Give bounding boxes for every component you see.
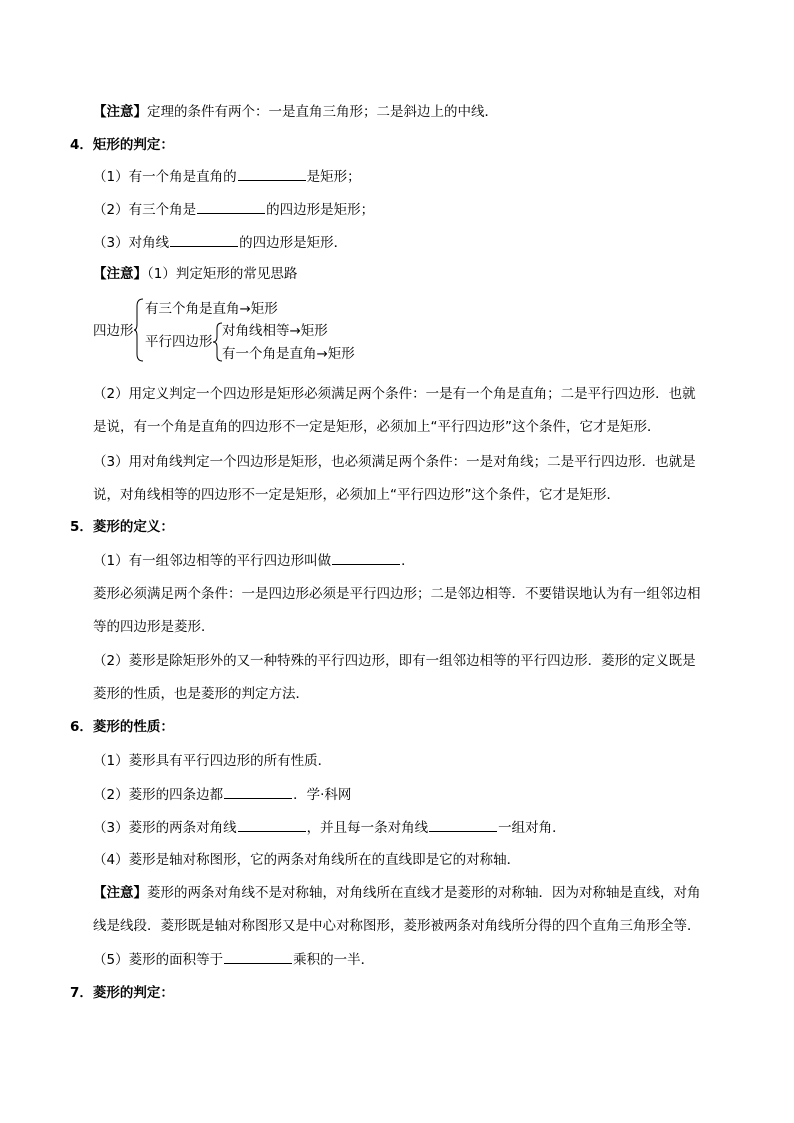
fill-blank[interactable] bbox=[197, 200, 265, 214]
s4-item-3-text-a: （3）对角线 bbox=[93, 235, 170, 251]
s6-item-3-text-b: ，并且每一条对角线 bbox=[306, 820, 429, 836]
intro-note bbox=[93, 103, 498, 121]
s4-para-2-line-1: （2）用定义判定一个四边形是矩形必须满足两个条件：一是有一个角是直角；二是平行四边形．也就 bbox=[93, 386, 696, 402]
section-5-heading: 5．菱形的定义： bbox=[70, 519, 174, 535]
note-text: 菱形的两条对角线不是对称轴，对角线所在直线才是菱形的对称轴．因为对称轴是直线，对角 bbox=[147, 885, 701, 901]
section-7-heading: 7．菱形的判定： bbox=[70, 985, 174, 1001]
s6-item-2-text-a: （2）菱形的四条边都 bbox=[93, 787, 224, 803]
diagram-root: 四边形 bbox=[93, 323, 134, 339]
s6-item-2-text-b: ．学·科网 bbox=[293, 787, 352, 803]
s4-item-1-text-a: （1）有一个角是直角的 bbox=[93, 169, 237, 185]
fill-blank[interactable] bbox=[429, 818, 497, 832]
s6-item-3-text-a: （3）菱形的两条对角线 bbox=[93, 820, 237, 836]
s6-item-3-text-c: 一组对角． bbox=[498, 820, 566, 836]
fill-blank[interactable] bbox=[238, 167, 306, 181]
fill-blank[interactable] bbox=[224, 785, 292, 799]
s4-item-3 bbox=[93, 233, 347, 252]
s4-note bbox=[93, 265, 297, 283]
fill-blank[interactable] bbox=[170, 233, 238, 247]
s4-item-1 bbox=[93, 167, 361, 186]
s6-item-5-text-b: 乘积的一半． bbox=[293, 952, 375, 968]
s4-para-3-line-1: （3）用对角线判定一个四边形是矩形，也必须满足两个条件：一是对角线；二是平行四边形．也就是 bbox=[93, 454, 696, 470]
fill-blank[interactable] bbox=[238, 818, 306, 832]
s6-item-5-text-a: （5）菱形的面积等于 bbox=[93, 952, 224, 968]
s5-para-line-1: 菱形必须满足两个条件：一是四边形必须是平行四边形；二是邻边相等．不要错误地认为有一组邻边相 bbox=[93, 586, 701, 602]
s4-item-3-text-b: 的四边形是矩形． bbox=[239, 235, 348, 251]
diagram-branch-1: 有三个角是直角→矩形 bbox=[145, 301, 278, 317]
section-6-heading: 6．菱形的性质： bbox=[70, 719, 174, 735]
diagram-branch-2: 平行四边形 bbox=[145, 334, 213, 350]
s5-para-line-2: 等的四边形是菱形． bbox=[93, 619, 215, 635]
s6-item-1: （1）菱形具有平行四边形的所有性质． bbox=[93, 753, 332, 769]
note-label: 【注意】 bbox=[93, 104, 147, 120]
s6-item-4: （4）菱形是轴对称图形，它的两条对角线所在的直线即是它的对称轴． bbox=[93, 852, 521, 868]
s4-para-2-line-2: 是说，有一个角是直角的四边形不一定是矩形，必须加上“平行四边形”这个条件，它才是矩形． bbox=[93, 419, 661, 435]
s5-item-1-text-b: ． bbox=[401, 553, 415, 569]
s5-para-2-line-2: 菱形的性质，也是菱形的判定方法． bbox=[93, 686, 309, 702]
s4-item-1-text-b: 是矩形； bbox=[306, 169, 361, 185]
s5-para-2-line-1: （2）菱形是除矩形外的又一种特殊的平行四边形，即有一组邻边相等的平行四边形．菱形的定义既是 bbox=[93, 653, 696, 669]
s6-item-2 bbox=[93, 785, 351, 804]
s6-item-5 bbox=[93, 950, 374, 969]
outer-brace-icon bbox=[134, 298, 144, 362]
s4-item-2 bbox=[93, 200, 374, 219]
s6-item-3 bbox=[93, 818, 566, 837]
s6-note-line-1 bbox=[93, 884, 701, 902]
s4-item-2-text-a: （2）有三个角是 bbox=[93, 202, 197, 218]
section-4-heading: 4．矩形的判定： bbox=[70, 137, 174, 153]
fill-blank[interactable] bbox=[224, 950, 292, 964]
note-text: 定理的条件有两个：一是直角三角形；二是斜边上的中线． bbox=[147, 104, 498, 120]
fill-blank[interactable] bbox=[332, 551, 400, 565]
s4-item-2-text-b: 的四边形是矩形； bbox=[266, 202, 375, 218]
s5-item-1-text-a: （1）有一组邻边相等的平行四边形叫做 bbox=[93, 553, 332, 569]
note-label: 【注意】 bbox=[93, 266, 147, 282]
s4-para-3-line-2: 说，对角线相等的四边形不一定是矩形，必须加上“平行四边形”这个条件，它才是矩形． bbox=[93, 487, 620, 503]
note-text: （1）判定矩形的常见思路 bbox=[147, 266, 298, 282]
s6-note-line-2: 线是线段．菱形既是轴对称图形又是中心对称图形，菱形被两条对角线所分得的四个直角三角形全等． bbox=[93, 918, 701, 934]
s5-item-1 bbox=[93, 551, 415, 570]
diagram-sub-1: 对角线相等→矩形 bbox=[222, 323, 328, 339]
note-label: 【注意】 bbox=[93, 885, 147, 901]
diagram-sub-2: 有一个角是直角→矩形 bbox=[222, 346, 355, 362]
